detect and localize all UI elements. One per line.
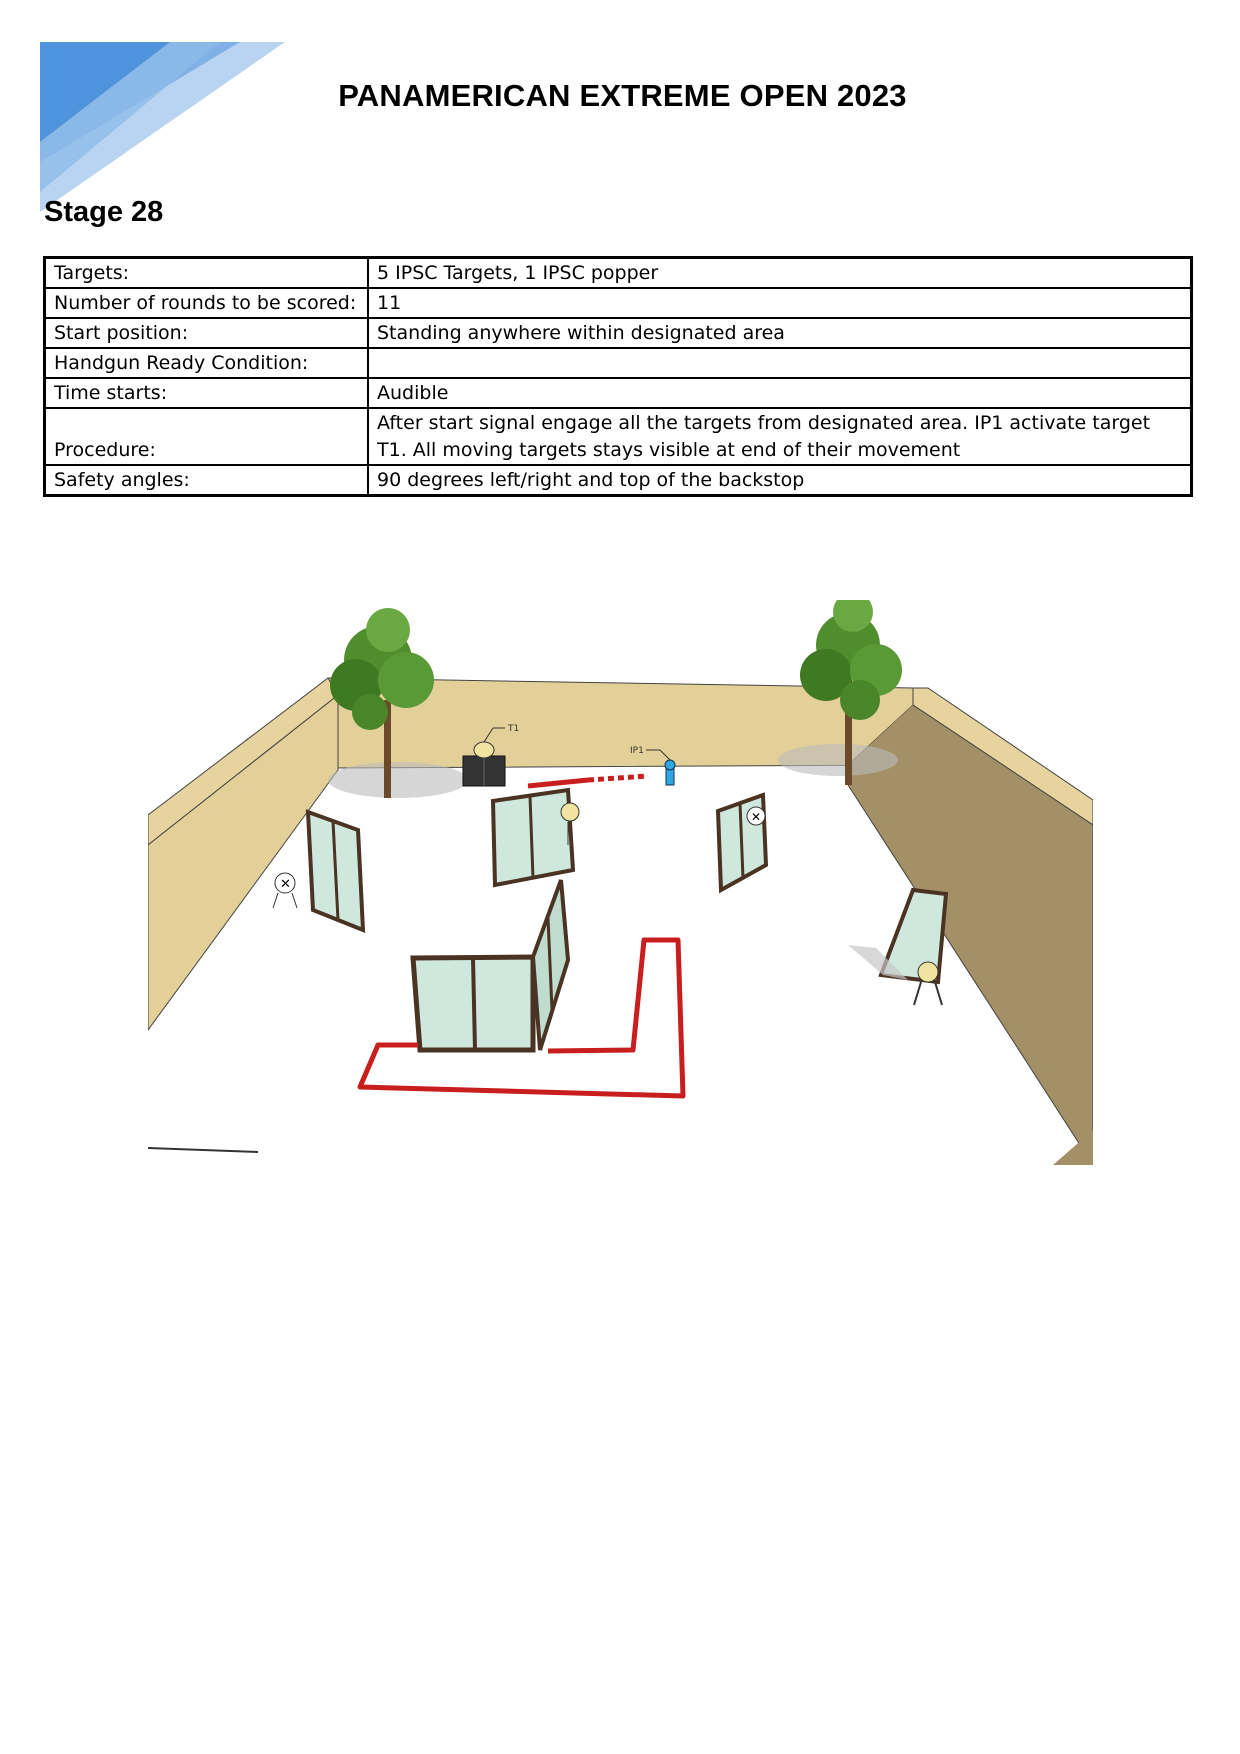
barrier-center-back — [493, 790, 573, 885]
row-value: Audible — [368, 378, 1192, 408]
row-label: Start position: — [45, 318, 369, 348]
table-row — [45, 378, 1192, 408]
row-value: 11 — [368, 288, 1192, 318]
stage-diagram — [148, 600, 1093, 1165]
row-label: Time starts: — [45, 378, 369, 408]
table-row — [45, 288, 1192, 318]
row-value: After start signal engage all the targets from designated area. IP1 activate target T1. All moving targets stays visible at end of their movement — [368, 408, 1192, 465]
row-value — [368, 348, 1192, 378]
table-row — [45, 465, 1192, 496]
table-row — [45, 408, 1192, 465]
corner-decoration — [40, 42, 285, 212]
stage-title: Stage 28 — [44, 196, 164, 228]
t1-label: T1 — [508, 724, 520, 734]
barrier-left — [308, 812, 363, 930]
table-row — [45, 258, 1192, 289]
row-value: Standing anywhere within designated area — [368, 318, 1192, 348]
row-label: Number of rounds to be scored: — [45, 288, 369, 318]
row-value: 5 IPSC Targets, 1 IPSC popper — [368, 258, 1192, 289]
stage-details-table — [43, 256, 1193, 497]
document-title: PANAMERICAN EXTREME OPEN 2023 — [338, 78, 907, 113]
target-right-back — [747, 807, 765, 825]
svg-text:✕: ✕ — [280, 877, 291, 892]
row-label: Handgun Ready Condition: — [45, 348, 369, 378]
table-row — [45, 348, 1192, 378]
ip1-label: IP1 — [630, 746, 644, 756]
row-label: Procedure: — [45, 408, 369, 465]
row-value: 90 degrees left/right and top of the backstop — [368, 465, 1192, 496]
row-label: Safety angles: — [45, 465, 369, 496]
svg-text:✕: ✕ — [751, 810, 762, 824]
row-label: Targets: — [45, 258, 369, 289]
table-row — [45, 318, 1192, 348]
